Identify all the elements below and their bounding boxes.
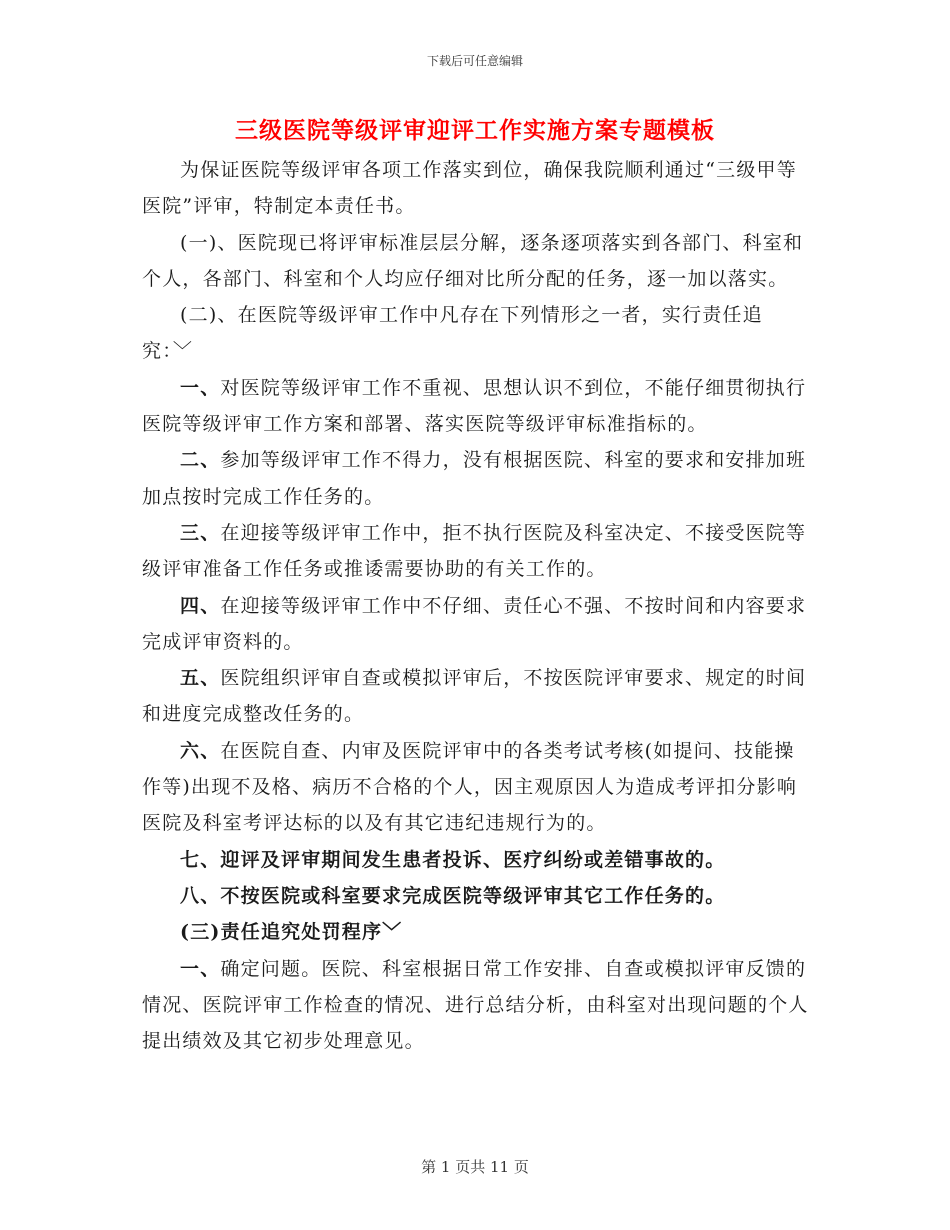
item-number: 一、 <box>180 376 221 399</box>
paragraph <box>142 660 810 733</box>
item-number: 四、 <box>180 594 221 617</box>
paragraph <box>142 588 810 661</box>
item-number: 八、不按医院或科室要求完成医院等级评审其它工作任务的。 <box>180 884 726 907</box>
paragraph-text: (二)、在医院等级评审工作中凡存在下列情形之一者，实行责任追究：﹀ <box>142 304 763 363</box>
paragraph-text: 参加等级评审工作不得力，没有根据医院、科室的要求和安排加班加点按时完成工作任务的。 <box>142 449 807 508</box>
document-title: 三级医院等级评审迎评工作实施方案专题模板 <box>235 117 715 144</box>
paragraph <box>142 370 810 443</box>
item-number: 五、 <box>180 667 221 690</box>
paragraph <box>142 515 810 588</box>
section-heading <box>142 914 810 950</box>
paragraph-text: 医院组织评审自查或模拟评审后，不按医院评审要求、规定的时间和进度完成整改任务的。 <box>142 667 807 726</box>
paragraph-text: (一)、医院现已将评审标准层层分解，逐条逐项落实到各部门、科室和个人，各部门、科室和个人均应仔细对比所分配的任务，逐一加以落实。 <box>142 231 804 290</box>
item-number: 六、 <box>180 739 221 762</box>
document-body <box>142 152 810 1059</box>
section-heading-text: (三)责任追究处罚程序﹀ <box>180 921 403 944</box>
paragraph <box>142 733 810 842</box>
paragraph-text: 确定问题。医院、科室根据日常工作安排、自查或模拟评审反馈的情况、医院评审工作检查的情况、进行总结分析，由科室对出现问题的个人提出绩效及其它初步处理意见。 <box>142 957 809 1053</box>
paragraph-text: 在迎接等级评审工作中不仔细、责任心不强、不按时间和内容要求完成评审资料的。 <box>142 594 807 653</box>
item-number: 一、 <box>180 957 221 980</box>
paragraph <box>142 225 810 298</box>
paragraph <box>142 442 810 515</box>
paragraph <box>142 297 810 370</box>
paragraph-bold <box>142 878 810 914</box>
paragraph-text: 对医院等级评审工作不重视、思想认识不到位，不能仔细贯彻执行医院等级评审工作方案和部署、落实医院等级评审标准指标的。 <box>142 376 807 436</box>
paragraph <box>142 951 810 1060</box>
paragraph-text: 在医院自查、内审及医院评审中的各类考试考核(如提问、技能操作等)出现不及格、病历不合格的个人，因主观原因人为造成考评扣分影响医院及科室考评达标的以及有其它违纪违规行为的。 <box>142 739 798 835</box>
paragraph <box>142 152 810 225</box>
paragraph-text: 为保证医院等级评审各项工作落实到位，确保我院顺利通过“三级甲等医院”评审，特制定本责任书。 <box>142 159 797 218</box>
page-footer: 第 1 页共 11 页 <box>421 1158 529 1176</box>
item-number: 七、迎评及评审期间发生患者投诉、医疗纠纷或差错事故的。 <box>180 848 726 871</box>
page-header: 下载后可任意编辑 <box>426 54 523 68</box>
paragraph-text: 在迎接等级评审工作中，拒不执行医院及科室决定、不接受医院等级评审准备工作任务或推诿需要协助的有关工作的。 <box>142 521 807 581</box>
paragraph-bold <box>142 842 810 878</box>
item-number: 三、 <box>180 521 221 544</box>
item-number: 二、 <box>180 449 221 472</box>
